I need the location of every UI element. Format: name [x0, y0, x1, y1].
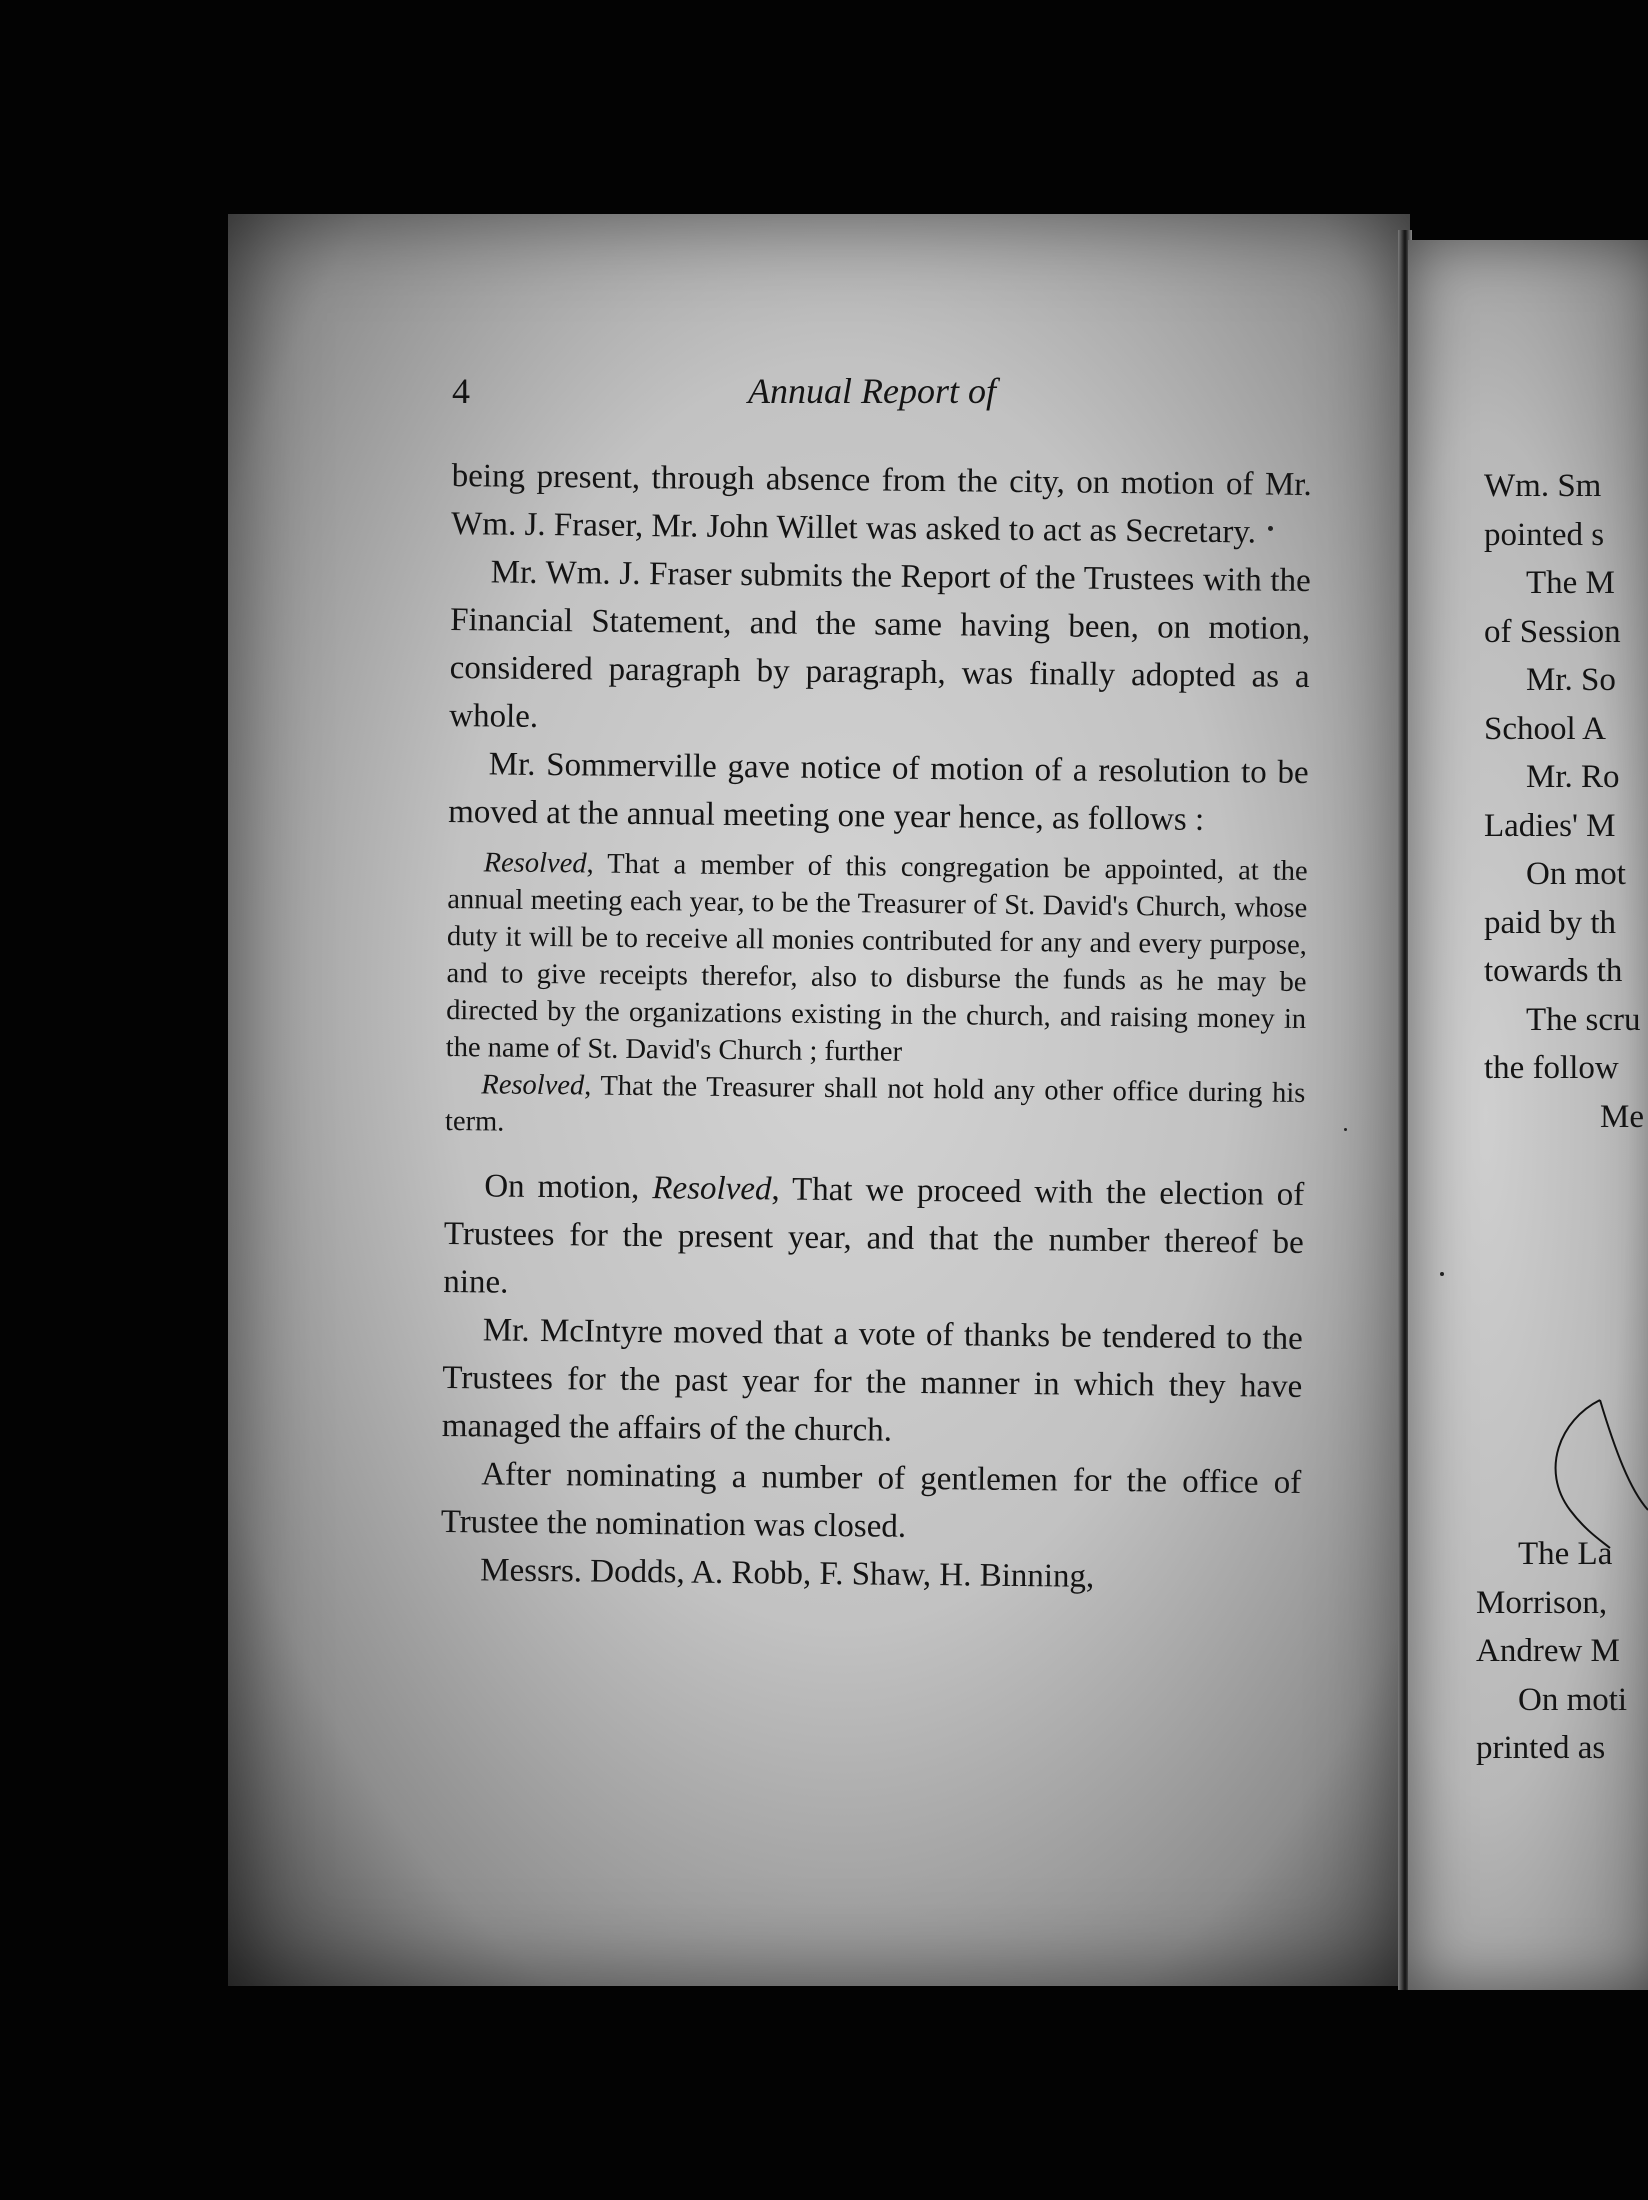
paragraph-secretary: being present, through absence from the city, on motion of Mr. Wm. J. Fraser, Mr. John Willet was asked to act as Secretary.	[451, 457, 1312, 551]
paragraph-vote-of-thanks: Mr. McIntyre moved that a vote of thanks be tendered to the Trustees for the past year for the manner in which they have managed the affairs of the church.	[441, 1312, 1303, 1449]
scan-speck	[1440, 1272, 1444, 1276]
paragraph-election-motion	[443, 1162, 1304, 1315]
right-line: the follow	[1484, 1050, 1619, 1086]
right-line: The M	[1526, 565, 1615, 601]
resolution-office	[445, 1066, 1306, 1149]
paragraph-messrs: Messrs. Dodds, A. Robb, F. Shaw, H. Binning,	[480, 1552, 1095, 1595]
right-page-upper-text	[1484, 462, 1648, 1141]
right-line: pointed s	[1484, 516, 1605, 553]
paragraph-nominations: After nominating a number of gentlemen for the office of Trustee the nomination was closed.	[440, 1456, 1302, 1545]
body-text	[440, 452, 1312, 1603]
resolved-keyword: Resolved	[652, 1170, 772, 1208]
right-line: of Session	[1484, 613, 1621, 650]
right-line: towards th	[1484, 953, 1623, 989]
right-line: Andrew M	[1476, 1633, 1620, 1669]
resolution-treasurer	[446, 844, 1308, 1075]
page-number: 4	[452, 371, 470, 411]
paragraph-trustees-report: Mr. Wm. J. Fraser submits the Report of the Trustees with the Financial Statement, and the same having been, on motion, considered paragraph by paragraph, was finally adopted as a whole.	[449, 554, 1311, 735]
left-page	[228, 214, 1410, 1986]
right-line: Mr. So	[1526, 662, 1616, 698]
scan-speck	[1268, 526, 1273, 531]
right-line: printed as	[1476, 1730, 1606, 1766]
right-line: Wm. Sm	[1484, 468, 1602, 504]
resolution-quote	[445, 844, 1308, 1149]
right-line: Mr. Ro	[1526, 759, 1620, 795]
right-line: On moti	[1518, 1681, 1628, 1718]
right-line: Ladies' M	[1484, 807, 1616, 844]
right-line: The scru	[1526, 1001, 1641, 1038]
motion-text: , That we proceed with the election of Trustees for the present year, and that the number thereof be nine.	[443, 1171, 1305, 1301]
right-line: Morrison,	[1476, 1584, 1608, 1621]
running-head-title: Annual Report of	[748, 371, 996, 411]
resolution-treasurer-text: , That a member of this congregation be appointed, at the annual meeting each year, to be the Treasurer of St. David's Church, whose duty it will be to receive all monies contributed for any and every purpose, and to give receipts therefor, also to disburse the funds as he may be directed by the organizations existing in the church, and raising money in the name of St. David's Church ; further	[445, 848, 1308, 1068]
paragraph-notice-of-motion: Mr. Sommerville gave notice of motion of a resolution to be moved at the annual meeting one year hence, as follows :	[448, 746, 1309, 838]
right-line: On mot	[1526, 856, 1626, 892]
right-page-lower-text	[1476, 1530, 1648, 1773]
resolved-keyword: Resolved	[483, 847, 587, 880]
right-line: Me	[1600, 1098, 1644, 1135]
motion-lead: On motion,	[484, 1168, 653, 1207]
scan-speck	[1344, 1128, 1347, 1131]
pencil-scribble-mark	[1540, 1390, 1648, 1550]
right-line: The La	[1518, 1536, 1613, 1572]
right-line: paid by th	[1484, 904, 1616, 941]
right-line: School A	[1484, 710, 1606, 747]
right-page	[1408, 240, 1648, 1990]
resolution-office-text: , That the Treasurer shall not hold any other office during his term.	[444, 1070, 1306, 1138]
resolved-keyword: Resolved	[481, 1069, 585, 1102]
